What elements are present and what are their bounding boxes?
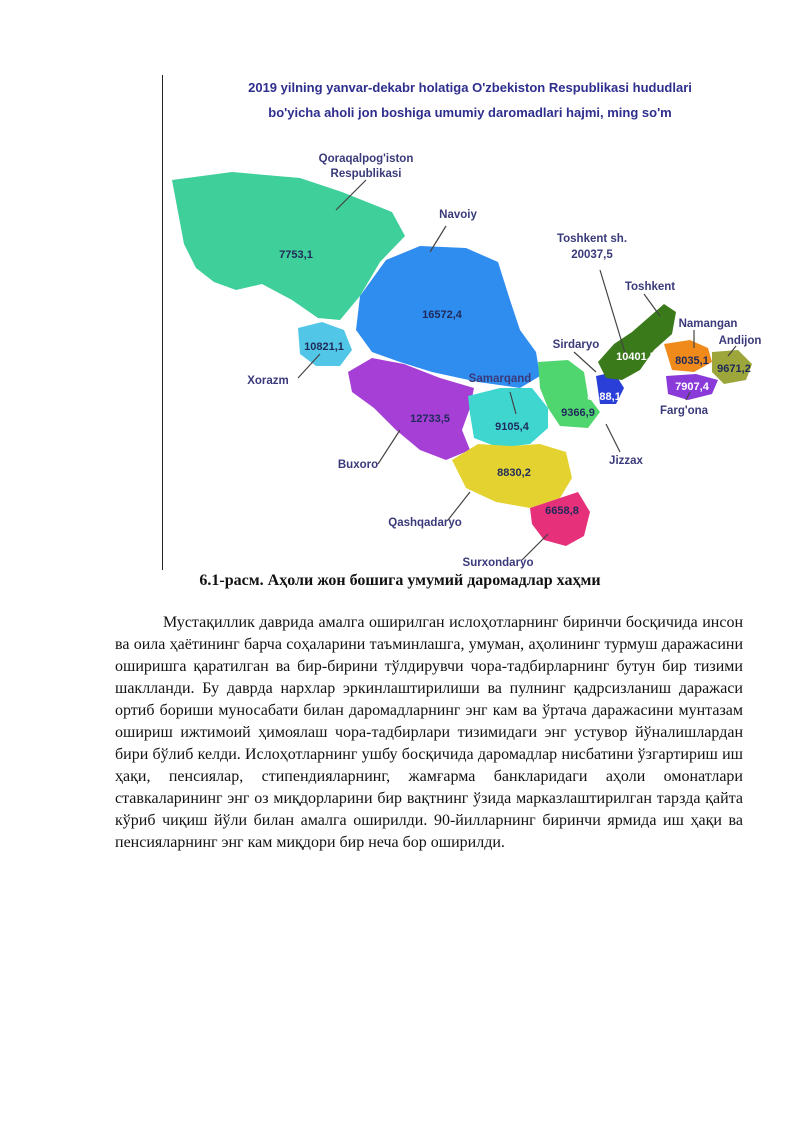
label-namangan: Namangan [678,318,738,330]
value-namangan: 8035,1 [675,355,709,367]
value-fergana: 7907,4 [675,381,709,393]
label-kashkadarya: Qashqadaryo [388,517,462,529]
value-tashkent-region: 10401,5 [616,351,656,363]
value-surkhandarya: 6658,8 [545,505,579,517]
leader-jizzakh [606,424,620,452]
value-bukhara: 12733,5 [410,413,450,425]
label-tashkent-region: Toshkent [624,281,676,293]
value-andijan: 9671,2 [717,363,751,375]
region-tashkent [598,304,676,380]
value-jizzakh: 9366,9 [561,407,595,419]
label-surkhandarya: Surxondaryo [462,557,534,569]
map-title-line-2: bo'yicha aholi jon boshiga umumiy daromadlari hajmi, ming so'm [268,105,672,120]
label-andijan: Andijon [718,335,762,347]
label-samarkand: Samarqand [468,373,532,385]
value-navoi: 16572,4 [422,309,462,321]
label-bukhara: Buxoro [337,459,379,471]
label-karakalpakstan-2: Respublikasi [330,168,402,180]
body-paragraph: Мустақиллик даврида амалга оширилган ислоҳотларнинг биринчи босқичида инсон ва оила ҳаётининг барча соҳаларини таъминлашга, умуман, аҳолининг турмуш даражасини оширишга қаратилган ва бир-бирини тўлдирувчи чора-тадбирларнинг бутун бир тизими шаклланди. Бу даврда нархлар эркинлаштирилиши ва пулнинг қадрсизланиш даражаси ортиб бориши муносабати билан даромадларнинг энг кам ва ўртача даражасини мунтазам ошириш ижтимоий ҳимоялаш чора-тадбирлари тизимидаги энг устувор йўналишлардан бири бўлиб келди. Ислоҳотларнинг ушбу босқичида даромадлар нисбатини ўзгартириш иш ҳақи, пенсиялар, стипендияларнинг, жамғарма банкларидаги аҳоли омонатлари ставкаларининг энг оз миқдорларини бир вақтнинг ўзида марказлаштирилган тарзда қайта кўриб чиқиш йўли билан амалга оширилди. 90-йилларнинг биринчи ярмида иш ҳақи ва пенсияларнинг энг кам миқдори бир неча бор оширилди. [115,614,743,851]
leader-tashkent-city [600,270,626,356]
value-kashkadarya: 8830,2 [497,467,531,479]
value-khorezm: 10821,1 [304,341,344,353]
value-sirdarya: 8188,1 [587,391,621,403]
label-navoi: Navoiy [439,209,477,221]
label-tashkent-city: Toshkent sh. [556,233,628,245]
leader-bukhara [378,430,400,464]
value-tashkent-city: 20037,5 [571,249,613,261]
map-title-line-1: 2019 yilning yanvar-dekabr holatiga O'zbekiston Respublikasi hududlari [248,80,692,95]
label-jizzakh: Jizzax [609,455,643,467]
label-khorezm: Xorazm [247,375,289,387]
label-fergana: Farg'ona [659,405,709,417]
leader-tashkent-region [644,294,660,316]
value-karakalpakstan: 7753,1 [279,249,313,261]
value-samarkand: 9105,4 [495,421,529,433]
label-sirdarya: Sirdaryo [552,339,600,351]
leader-kashkadarya [448,492,470,520]
label-karakalpakstan-1: Qoraqalpog'iston [318,153,414,165]
figure-caption: 6.1-расм. Аҳоли жон бошига умумий даромадлар хаҳми [199,572,601,589]
region-samarkand [468,388,548,448]
